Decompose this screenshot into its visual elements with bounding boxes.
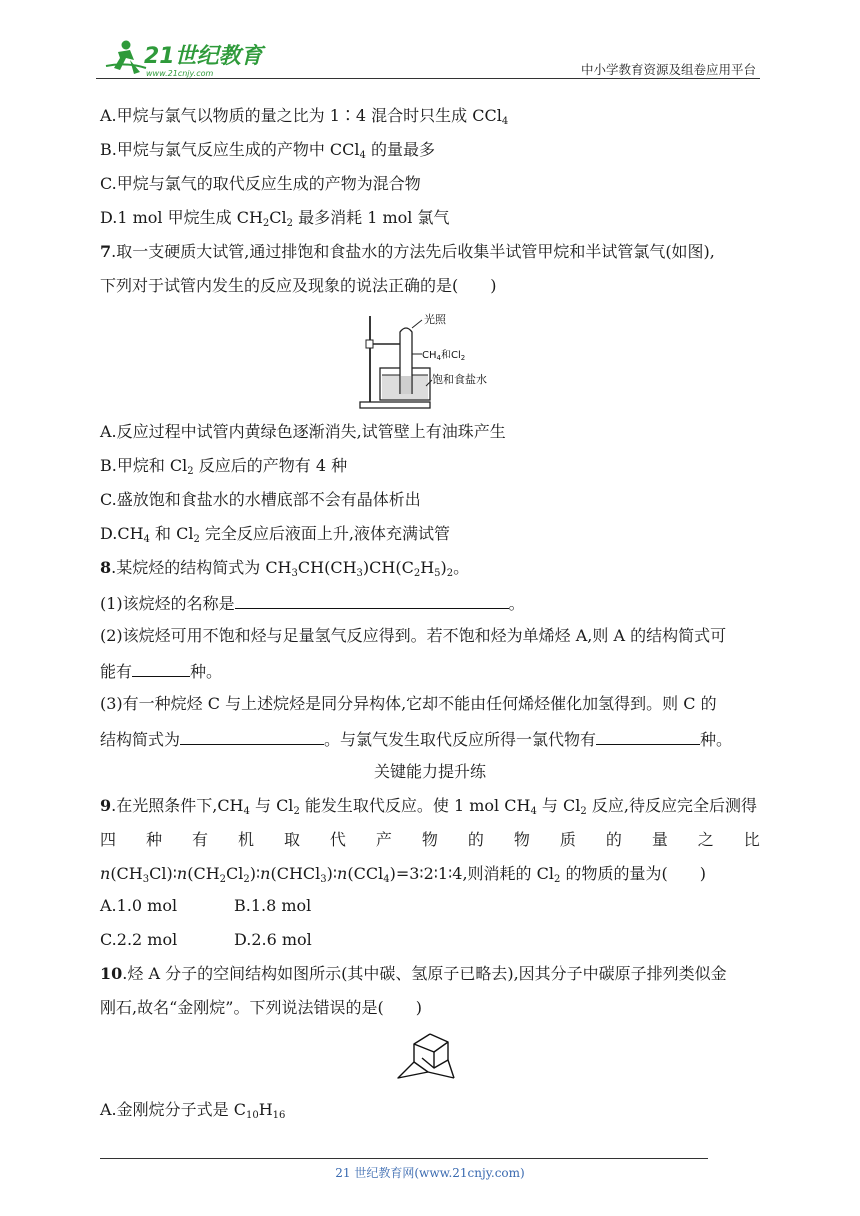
footer-divider (100, 1158, 708, 1159)
answer-blank-structure-c[interactable] (180, 728, 324, 745)
q6-option-a: A.甲烷与氯气以物质的量之比为 1∶4 混合时只生成 CCl$_4$ (100, 106, 509, 127)
q6-option-b: B.甲烷与氯气反应生成的产物中 CCl$_4$ 的量最多 (100, 140, 436, 161)
logo (96, 36, 266, 80)
logo-url: www.21cnjy.com (146, 69, 214, 78)
q9-option-b: B.1.8 mol (234, 896, 312, 915)
q9-option-c: C.2.2 mol (100, 930, 178, 949)
q10-stem-line1: 10.烃 A 分子的空间结构如图所示(其中碳、氢原子已略去),因其分子中碳原子排列类似金 (100, 964, 727, 983)
platform-name: 中小学教育资源及组卷应用平台 (580, 62, 756, 77)
fig-label-brine: 饱和食盐水 (432, 373, 487, 386)
q8-stem: 8.某烷烃的结构简式为 $CH_3CH(CH_3)CH(C_2H_5)_2$。 (100, 558, 470, 579)
fig-label-light: 光照 (424, 313, 446, 326)
q9-option-a: A.1.0 mol (100, 896, 178, 915)
q7-option-b: B.甲烷和 $Cl_2$ 反应后的产物有 4 种 (100, 456, 348, 477)
logo-text: 21世纪教育 (144, 44, 263, 69)
q7-stem-line2: 下列对于试管内发生的反应及现象的说法正确的是( ) (100, 276, 497, 295)
q7-option-d: $D.CH_4$ 和 $Cl_2$ 完全反应后液面上升,液体充满试管 (100, 524, 451, 545)
section-title: 关键能力提升练 (373, 762, 486, 781)
header-divider (96, 78, 760, 79)
q10-stem-line2: 刚石,故名“金刚烷”。下列说法错误的是( ) (100, 998, 422, 1017)
test-tube-apparatus-figure (356, 306, 526, 412)
answer-blank-count-a[interactable] (132, 660, 190, 677)
q6-option-c: C.甲烷与氯气的取代反应生成的产物为混合物 (100, 174, 421, 193)
q7-option-c: C.盛放饱和食盐水的水槽底部不会有晶体析出 (100, 490, 421, 509)
q10-option-a: A.金刚烷分子式是 $C_{10}H_{16}$ (100, 1100, 286, 1121)
answer-blank-name[interactable] (235, 592, 509, 609)
runner-logo-icon (96, 36, 266, 80)
q8-part1: (1)该烷烃的名称是 。 (100, 594, 525, 613)
q8-part2-line2: 能有 种。 (100, 662, 223, 681)
q7-stem-line1: 7.取一支硬质大试管,通过排饱和食盐水的方法先后收集半试管甲烷和半试管氯气(如图), (100, 242, 715, 261)
q7-option-a: A.反应过程中试管内黄绿色逐渐消失,试管壁上有油珠产生 (100, 422, 506, 441)
fig-label-gas: $CH_4$和$Cl_2$ (422, 350, 466, 362)
q9-stem-line3: $n(CH_3Cl)∶n(CH_2Cl_2)∶n(CHCl_3)∶n(CCl_4)=3∶2∶1∶4$,则消耗的 $Cl_2$ 的物质的量为( ) (100, 864, 706, 885)
q9-option-d: D.2.6 mol (234, 930, 312, 949)
q8-part3-line2: 结构简式为 。与氯气发生取代反应所得一氯代物有 种。 (100, 730, 733, 749)
footer-link[interactable]: 21 世纪教育网(www.21cnjy.com) (335, 1166, 525, 1180)
q6-option-d: D.1 mol 甲烷生成 $CH_2Cl_2$ 最多消耗 1 mol 氯气 (100, 208, 450, 229)
q8-part3-line1: (3)有一种烷烃 C 与上述烷烃是同分异构体,它却不能由任何烯烃催化加氢得到。则 C 的 (100, 694, 717, 713)
answer-blank-monochloro-count[interactable] (596, 728, 700, 745)
q9-stem-line1: 9.在光照条件下$,CH_4$ 与 $Cl_2$ 能发生取代反应。使 1 mol $CH_4$ 与 $Cl_2$ 反应,待反应完全后测得 (100, 796, 757, 817)
q9-stem-line2: 四 种 有 机 取 代 产 物 的 物 质 的 量 之 比 (100, 830, 760, 849)
q8-part2-line1: (2)该烷烃可用不饱和烃与足量氢气反应得到。若不饱和烃为单烯烃 A,则 A 的结构简式可 (100, 626, 727, 645)
adamantane-structure-figure (394, 1030, 464, 1086)
